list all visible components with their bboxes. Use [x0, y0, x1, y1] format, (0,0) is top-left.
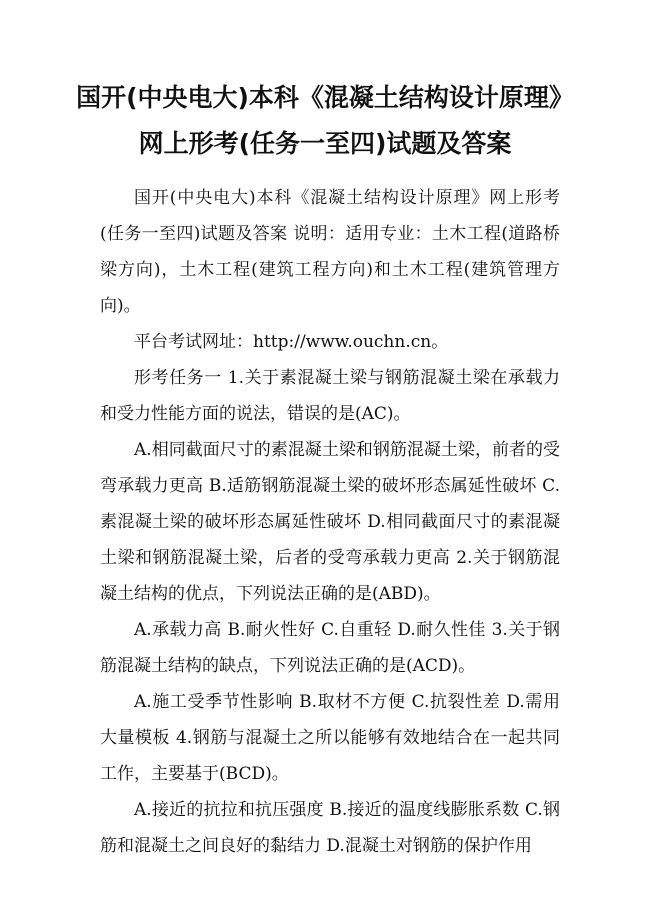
page-bottom-margin — [0, 893, 650, 920]
paragraph-options-4: A.接近的抗拉和抗压强度 B.接近的温度线膨胀系数 C.钢筋和混凝土之间良好的黏结力 D.混凝土对钢筋的保护作用 — [100, 800, 560, 856]
paragraph-options-1: A.相同截面尺寸的素混凝土梁和钢筋混凝土梁，前者的受弯承载力更高 B.适筋钢筋混凝土梁的破坏形态属延性破坏 C.素混凝土梁的破坏形态属延性破坏 D.相同截面尺寸的素混凝土梁和钢筋混凝土梁，后者的受弯承载力更高 2.关于钢筋混凝土结构的优点，下列说法正确的是(ABD)。 — [100, 440, 560, 604]
paragraph-question-1: 形考任务一 1.关于素混凝土梁与钢筋混凝土梁在承载力和受力性能方面的说法，错误的是(AC)。 — [100, 368, 560, 424]
document-title-line-1: 国开(中央电大)本科《混凝土结构设计原理》 — [76, 83, 574, 112]
document-title-line-2: 网上形考(任务一至四)试题及答案 — [138, 129, 512, 158]
paragraph-options-2: A.承载力高 B.耐火性好 C.自重轻 D.耐久性佳 3.关于钢筋混凝土结构的缺点，下列说法正确的是(ACD)。 — [100, 620, 560, 676]
paragraph-platform-url: 平台考试网址：http://www.ouchn.cn。 — [134, 332, 449, 352]
document-body — [100, 180, 560, 864]
paragraph-options-3: A.施工受季节性影响 B.取材不方便 C.抗裂性差 D.需用大量模板 4.钢筋与混凝土之所以能够有效地结合在一起共同工作，主要基于(BCD)。 — [100, 692, 560, 784]
paragraph-intro: 国开(中央电大)本科《混凝土结构设计原理》网上形考(任务一至四)试题及答案 说明：适用专业：土木工程(道路桥梁方向)，土木工程(建筑工程方向)和土木工程(建筑管理方向)。 — [100, 188, 560, 316]
